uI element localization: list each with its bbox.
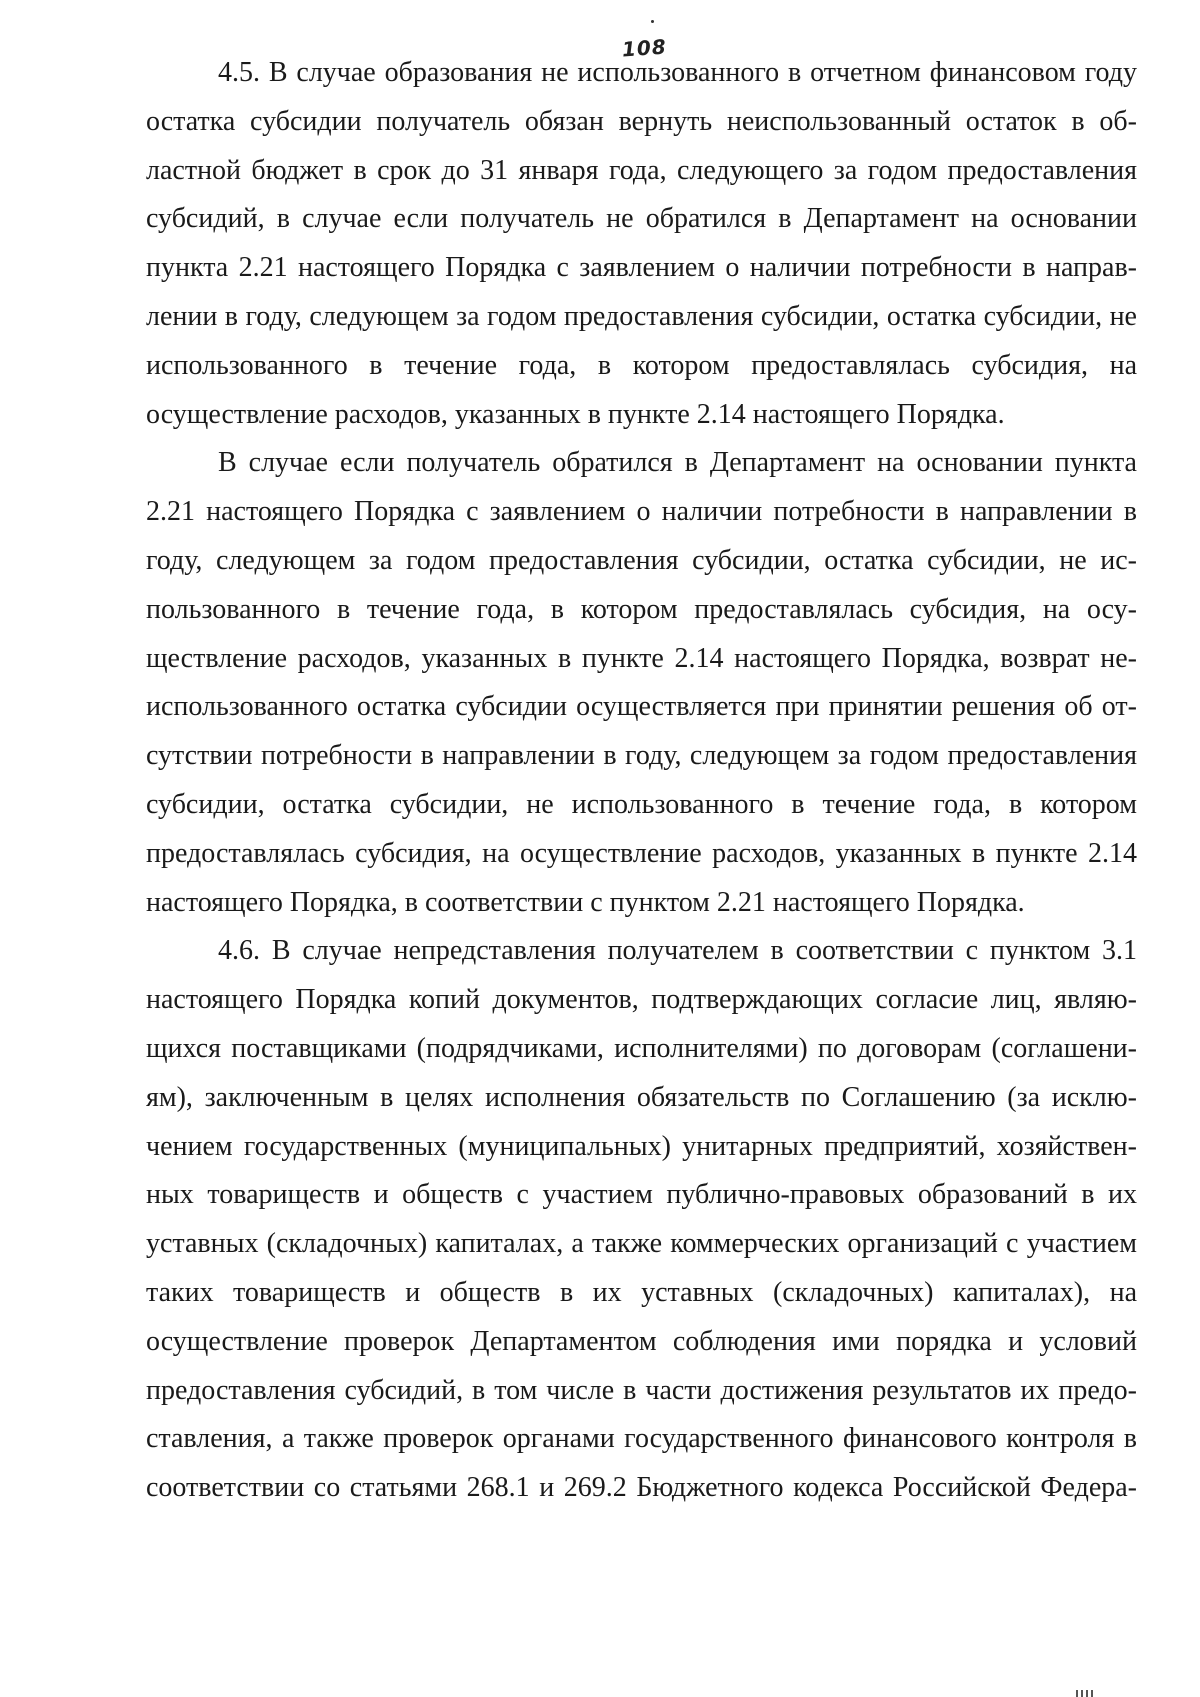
scan-edge-marks <box>1076 1690 1102 1697</box>
paragraph-4-5: 4.5. В случае образования не использованного в отчетном финансовом году остатка субсидии получатель обязан вернуть неиспользованный остаток в областной бюджет в срок до 31 января года, следующего за годом предоставления субсидий, в случае если получатель не обратился в Департамент на основании пункта 2.21 настоящего Порядка с заявлением о наличии потребности в направлении в году, следующем за годом предоставления субсидии, остатка субсидии, не использованного в течение года, в котором предоставлялась субсидия, на осуществление расходов, указанных в пункте 2.14 настоящего Порядка. <box>146 57 1137 430</box>
paragraph-4-6: 4.6. В случае непредставления получателем в соответствии с пунктом 3.1 настоящего Порядка копий документов, подтверждающих согласие лиц, являющихся поставщиками (подрядчиками, исполнителями) по договорам (соглашениям), заключенным в целях исполнения обязательств по Соглашению (за исключением государственных (муниципальных) унитарных предприятий, хозяйственных товариществ и обществ с участием публично-правовых образований в их уставных (складочных) капиталах, а также коммерческих организаций с участием таких товариществ и обществ в их уставных (складочных) капиталах), на осуществление проверок Департаментом соблюдения ими порядка и условий предоставления субсидий, в том числе в части достижения результатов их предоставления, а также проверок органами государственного финансового контроля в соответствии со статьями 268.1 и 269.2 Бюджетного кодекса Российской Федера- <box>146 935 1137 1504</box>
paragraph-4-5-continuation: В случае если получатель обратился в Департамент на основании пункта 2.21 настоящего Порядка с заявлением о наличии потребности в направлении в году, следующем за годом предоставления субсидии, остатка субсидии, не использованного в течение года, в котором предоставлялась субсидия, на осуществление расходов, указанных в пункте 2.14 настоящего Порядка, возврат неиспользованного остатка субсидии осуществляется при принятии решения об отсутствии потребности в направлении в году, следующем за годом предоставления субсидии, остатка субсидии, не использованного в течение года, в котором предоставлялась субсидия, на осуществление расходов, указанных в пункте 2.14 настоящего Порядка, в соответствии с пунктом 2.21 настоящего Порядка. <box>146 447 1137 918</box>
scan-dot <box>651 20 654 23</box>
handwritten-page-number: 108 <box>621 34 668 62</box>
document-body <box>146 49 1137 1513</box>
